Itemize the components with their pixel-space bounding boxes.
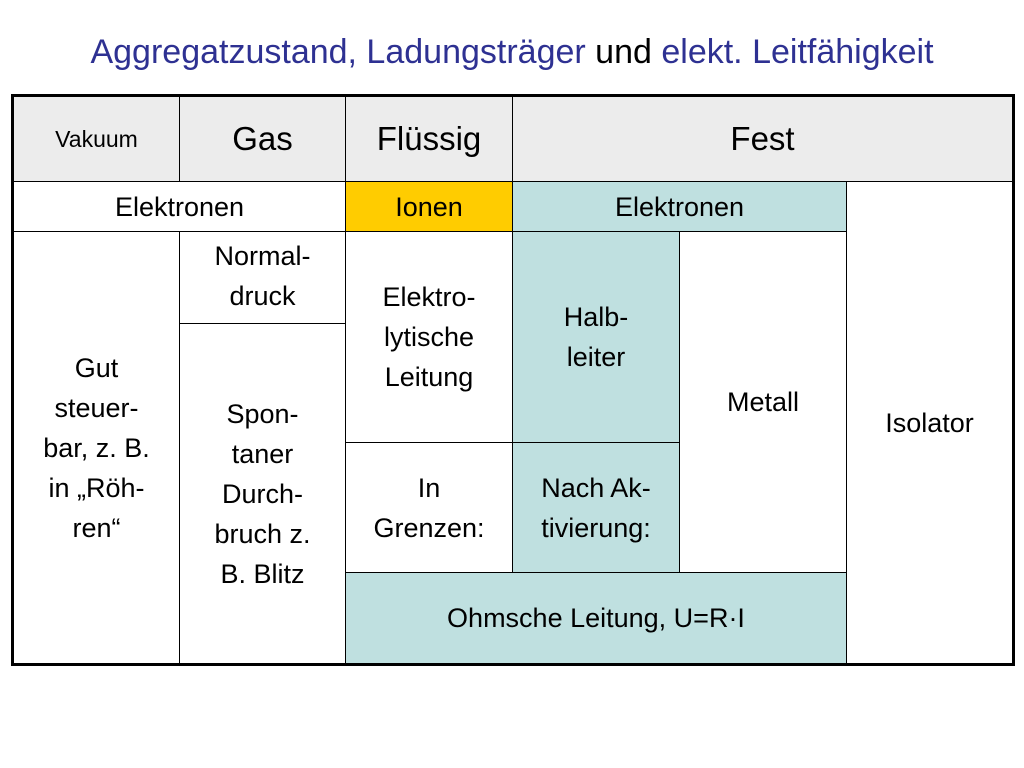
cell-spontaner-durchbruch (180, 324, 346, 665)
cell-elektronen-vakuum-gas: Elektronen (13, 182, 346, 232)
header-vakuum: Vakuum (13, 96, 180, 182)
cell-isolator: Isolator (847, 182, 1014, 665)
spontaner-line: bruch z. (214, 518, 311, 549)
cell-ionen: Ionen (346, 182, 513, 232)
cell-gut-steuerbar (13, 232, 180, 665)
elektrolytische-line: lytische (383, 322, 475, 352)
spontaner-line: B. Blitz (220, 558, 305, 589)
halbleiter-line: leiter (566, 342, 626, 372)
conductivity-table (11, 94, 1015, 666)
cell-elektronen-fest: Elektronen (513, 182, 847, 232)
cell-in-grenzen (346, 443, 513, 573)
gut-steuerbar-line: Gut (74, 352, 119, 383)
normaldruck-line: druck (229, 281, 296, 311)
gut-steuerbar-line: in „Röh- (48, 472, 145, 503)
carrier-row (13, 182, 1014, 232)
header-gas: Gas (180, 96, 346, 182)
halbleiter-line: Halb- (563, 302, 629, 332)
spontaner-line: Spon- (226, 398, 299, 429)
header-fest: Fest (513, 96, 1014, 182)
cell-metall: Metall (680, 232, 847, 573)
title-part-1: Aggregatzustand, Ladungsträger (90, 33, 586, 71)
cell-normaldruck (180, 232, 346, 324)
nach-aktivierung-line: tivierung: (541, 512, 651, 543)
header-fluessig: Flüssig (346, 96, 513, 182)
in-grenzen-line: In (417, 472, 441, 503)
in-grenzen-line: Grenzen: (373, 512, 485, 543)
elektrolytische-line: Elektro- (382, 282, 476, 312)
spontaner-line: taner (231, 438, 294, 469)
gut-steuerbar-line: bar, z. B. (43, 432, 150, 463)
elektrolytische-line: Leitung (384, 362, 474, 392)
cell-elektrolytische-leitung (346, 232, 513, 443)
title-part-2: und (595, 33, 652, 71)
normaldruck-line: Normal- (214, 241, 311, 271)
gut-steuerbar-line: steuer- (54, 392, 139, 423)
cell-ohmsche-leitung: Ohmsche Leitung, U=R·I (346, 573, 847, 665)
cell-nach-aktivierung (513, 443, 680, 573)
gut-steuerbar-line: ren“ (72, 512, 121, 543)
nach-aktivierung-line: Nach Ak- (541, 472, 651, 503)
title-part-3: elekt. Leitfähigkeit (661, 33, 934, 71)
header-row (13, 96, 1014, 182)
slide-title (0, 28, 1024, 76)
cell-halbleiter (513, 232, 680, 443)
spontaner-line: Durch- (221, 478, 303, 509)
